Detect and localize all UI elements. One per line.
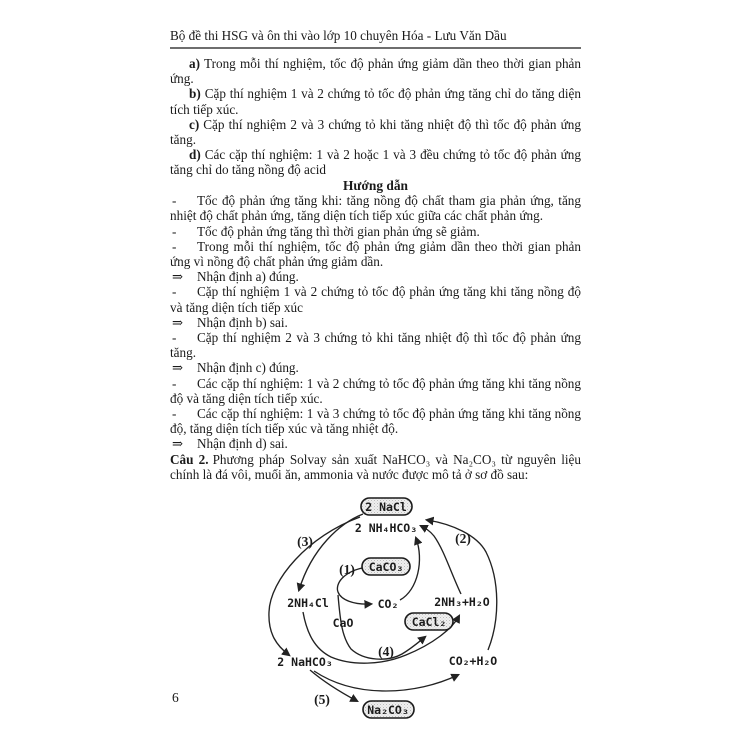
item-text: Nhận định d) sai.: [197, 436, 288, 452]
page-header-title: Bộ đề thi HSG và ôn thi vào lớp 10 chuyên Hóa - Lưu Văn Dầu: [170, 28, 581, 49]
step-3-label: (3): [297, 533, 313, 549]
item-text: Các cặp thí nghiệm: 1 và 2 chứng tỏ tốc độ phản ứng tăng khi tăng nồng độ và tăng diện tích tiếp xúc.: [170, 375, 581, 406]
statement-a-text: Trong mỗi thí nghiệm, tốc độ phản ứng giảm dần theo thời gian phản ứng.: [170, 56, 581, 87]
step-5-label: (5): [314, 691, 330, 707]
node-nacl: 2 NaCl: [365, 499, 407, 514]
guide-heading: Hướng dẫn: [343, 177, 408, 193]
item-text: Cặp thí nghiệm 2 và 3 chứng tỏ khi tăng nhiệt độ thì tốc độ phản ứng tăng.: [170, 329, 581, 361]
statement-c-label: c): [189, 116, 200, 132]
item-marker: -: [172, 284, 177, 300]
guide-item-8: [170, 360, 581, 375]
guide-item-9: [170, 376, 581, 406]
item-marker: -: [172, 375, 177, 391]
statement-c-text: Cặp thí nghiệm 2 và 3 chứng tỏ khi tăng nhiệt độ thì tốc độ phản ứng tăng.: [170, 116, 581, 148]
question-2: [170, 452, 581, 482]
node-nh4hco3: 2 NH₄HCO₃: [354, 520, 418, 535]
statement-d: [170, 147, 581, 177]
item-marker: -: [172, 238, 177, 254]
guide-item-3: [170, 239, 581, 269]
node-nh3-h2o: 2NH₃+H₂O: [434, 594, 490, 609]
statement-b-label: b): [189, 86, 201, 102]
node-cao: CaO: [332, 615, 354, 630]
solvay-diagram-svg: [248, 488, 570, 733]
node-co2: CO₂: [377, 596, 399, 611]
page-number: 6: [172, 690, 179, 705]
node-caco3: CaCO₃: [368, 559, 404, 574]
item-marker: -: [172, 405, 177, 421]
item-marker: -: [172, 193, 177, 209]
guide-item-11: [170, 436, 581, 451]
item-text: Tốc độ phản ứng tăng thì thời gian phản ứng sẽ giảm.: [197, 223, 480, 239]
solvay-diagram: [248, 488, 570, 733]
arrow-nacl-to-nahco3: [269, 517, 360, 655]
node-nh4cl: 2NH₄Cl: [287, 595, 329, 610]
step-2-label: (2): [455, 530, 471, 546]
implies-marker: ⇒: [172, 314, 184, 330]
statement-b: [170, 86, 581, 116]
guide-item-5: [170, 284, 581, 314]
implies-marker: ⇒: [172, 360, 184, 376]
item-text: Cặp thí nghiệm 1 và 2 chứng tỏ tốc độ phản ứng tăng khi tăng nồng độ và tăng diện tích tiếp xúc: [170, 284, 581, 315]
statement-a-label: a): [189, 56, 200, 71]
item-text: Các cặp thí nghiệm: 1 và 3 chứng tỏ tốc độ phản ứng tăng khi tăng nồng độ, tăng diện tích tiếp xúc và tăng nhiệt độ.: [170, 405, 581, 437]
item-text: Trong mỗi thí nghiệm, tốc độ phản ứng giảm dần theo thời gian phản ứng vì nồng độ chất phản ứng giảm dần.: [170, 238, 581, 269]
arrow-nacl-to-nh4cl: [299, 514, 363, 590]
guide-item-2: [170, 224, 581, 239]
question-2-text: Phương pháp Solvay sản xuất NaHCO₃ và Na₂CO₃ từ nguyên liệu chính là đá vôi, muối ăn, ammonia và nước được mô tả ở sơ đồ sau:: [170, 451, 582, 482]
item-text: Nhận định c) đúng.: [197, 360, 299, 376]
statement-c: [170, 117, 581, 147]
statement-d-text: Các cặp thí nghiệm: 1 và 2 hoặc 1 và 3 đều chứng tỏ tốc độ phản ứng tăng chỉ do tăng nồng độ acid: [170, 147, 581, 178]
item-marker: -: [172, 223, 177, 239]
question-2-label: Câu 2.: [170, 451, 209, 467]
guide-item-4: [170, 269, 581, 284]
statement-d-label: d): [189, 147, 201, 163]
statement-b-text: Cặp thí nghiệm 1 và 2 chứng tỏ tốc độ phản ứng tăng chỉ do tăng diện tích tiếp xúc.: [170, 86, 581, 117]
node-nahco3: 2 NaHCO₃: [277, 654, 333, 669]
guide-item-6: [170, 315, 581, 330]
implies-marker: ⇒: [172, 269, 184, 285]
step-4-label: (4): [378, 643, 394, 659]
item-text: Tốc độ phản ứng tăng khi: tăng nồng độ chất tham gia phản ứng, tăng nhiệt độ chất phản ứng, tăng diện tích tiếp xúc giữa các chất phản ứng.: [170, 193, 581, 224]
implies-marker: ⇒: [172, 436, 184, 452]
item-text: Nhận định a) đúng.: [197, 269, 299, 285]
node-cacl2: CaCl₂: [411, 614, 447, 629]
item-marker: -: [172, 329, 177, 345]
statement-a: [170, 56, 581, 86]
step-1-label: (1): [339, 561, 355, 577]
guide-item-1: [170, 193, 581, 223]
node-na2co3: Na₂CO₃: [367, 702, 409, 717]
item-text: Nhận định b) sai.: [197, 314, 288, 330]
page-content: [170, 28, 581, 733]
node-co2-h2o: CO₂+H₂O: [448, 653, 498, 668]
guide-item-7: [170, 330, 581, 360]
guide-item-10: [170, 406, 581, 436]
